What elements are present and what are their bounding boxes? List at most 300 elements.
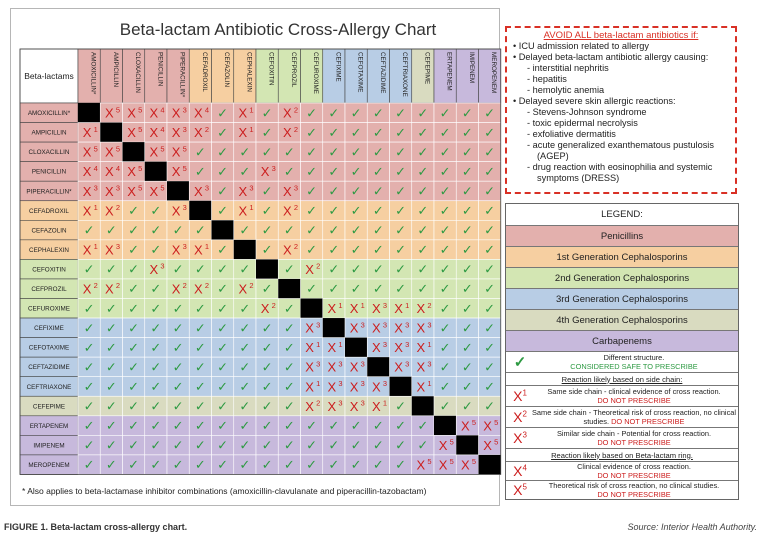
check-mark: ✓ [461, 145, 473, 161]
check-mark: ✓ [172, 301, 184, 317]
check-mark: ✓ [395, 106, 407, 122]
column-header-label: CEFAZOLIN [223, 52, 231, 87]
reaction-mark: X [349, 379, 359, 395]
reaction-superscript: 3 [382, 339, 388, 349]
reaction-mark: X [105, 164, 114, 180]
row-header-label: AMPICILLIN [31, 129, 67, 137]
warning-subitem: - hemolytic anemia [527, 85, 605, 95]
reaction-superscript: 5 [449, 457, 454, 467]
reaction-superscript: 1 [93, 242, 98, 252]
reaction-mark: X [394, 301, 403, 317]
reaction-mark: X [349, 301, 359, 317]
check-mark: ✓ [306, 458, 318, 474]
reaction-superscript: 3 [405, 339, 410, 349]
check-mark: ✓ [283, 340, 295, 356]
reaction-superscript: 3 [338, 398, 343, 408]
x2-icon: $X^2$ [513, 409, 527, 425]
reaction-mark: X [372, 398, 381, 414]
check-mark: ✓ [283, 419, 295, 435]
check-mark: ✓ [194, 262, 206, 278]
reaction-superscript: 1 [204, 242, 210, 252]
check-mark: ✓ [172, 321, 184, 337]
row-header-label: CEPHALEXIN [29, 246, 69, 254]
check-mark: ✓ [395, 399, 407, 415]
diagonal-cell [100, 123, 122, 143]
check-mark: ✓ [372, 438, 384, 454]
check-mark: ✓ [461, 282, 473, 298]
check-mark: ✓ [239, 164, 251, 180]
check-mark: ✓ [217, 262, 229, 278]
check-mark: ✓ [217, 419, 229, 435]
reaction-mark: X [194, 281, 203, 297]
reaction-mark: X [238, 203, 248, 219]
reaction-mark: X [82, 281, 92, 297]
check-mark: ✓ [306, 145, 318, 161]
check-mark: ✓ [239, 438, 251, 454]
check-mark: ✓ [172, 262, 184, 278]
check-mark: ✓ [417, 184, 429, 200]
check-mark: ✓ [217, 184, 229, 200]
check-mark: ✓ [239, 419, 251, 435]
row-header-label: CEFOTAXIME [28, 344, 70, 352]
reaction-mark: X [438, 437, 448, 453]
legend-panel [505, 203, 739, 500]
check-mark: ✓ [417, 243, 429, 259]
row-header-label: AMOXICILLIN* [27, 110, 71, 118]
check-mark: ✓ [461, 106, 473, 122]
reaction-mark: X [372, 301, 381, 317]
reaction-mark: X [349, 359, 359, 375]
legend-1st-gen: 1st Generation Cephalosporins [506, 247, 738, 268]
check-mark: ✓ [328, 243, 340, 259]
x4-icon: $X^4$ [513, 463, 527, 479]
check-mark: ✓ [306, 282, 318, 298]
check-mark: ✓ [328, 184, 340, 200]
column-header-label: ERTAPENEM [445, 52, 453, 91]
check-mark: ✓ [350, 204, 362, 220]
check-mark: ✓ [261, 340, 273, 356]
warning-title: AVOID ALL beta-lactam antibiotics if: [543, 30, 699, 41]
check-mark: ✓ [83, 379, 95, 395]
check-mark: ✓ [439, 145, 451, 161]
reaction-mark: X [105, 144, 114, 160]
row-header-label: IMIPENEM [33, 442, 65, 450]
check-mark: ✓ [150, 243, 162, 259]
check-mark: ✓ [261, 204, 273, 220]
reaction-mark: X [416, 301, 426, 317]
diagonal-cell [301, 299, 323, 319]
legend-safe-row [506, 352, 738, 373]
reaction-superscript: 5 [471, 457, 477, 467]
reaction-mark: X [372, 379, 381, 395]
check-mark: ✓ [439, 164, 451, 180]
check-mark: ✓ [261, 145, 273, 161]
reaction-superscript: 2 [115, 203, 121, 213]
check-mark: ✓ [328, 204, 340, 220]
check-mark: ✓ [239, 301, 251, 317]
check-mark: ✓ [105, 438, 117, 454]
legend-penicillins: Penicillins [506, 226, 738, 247]
check-mark: ✓ [439, 125, 451, 141]
reaction-superscript: 2 [293, 203, 299, 213]
row-header-label: CEFADROXIL [29, 207, 69, 215]
reaction-mark: X [327, 379, 337, 395]
row-header-label: MEROPENEM [28, 461, 70, 469]
check-mark: ✓ [83, 419, 95, 435]
check-mark: ✓ [439, 243, 451, 259]
check-mark: ✓ [484, 125, 496, 141]
reaction-mark: X [82, 183, 92, 199]
footnote: * Also applies to beta-lactamase inhibitor combinations (amoxicillin-clavulanate and piperacillin-tazobactam) [22, 486, 427, 496]
check-mark: ✓ [83, 223, 95, 239]
check-mark: ✓ [194, 340, 206, 356]
check-mark: ✓ [350, 223, 362, 239]
reaction-mark: X [416, 340, 426, 356]
check-mark: ✓ [372, 184, 384, 200]
check-mark: ✓ [128, 204, 140, 220]
check-mark: ✓ [128, 223, 140, 239]
reaction-mark: X [305, 261, 314, 277]
reaction-mark: X [483, 418, 492, 434]
reaction-mark: X [149, 261, 159, 277]
check-mark: ✓ [239, 360, 251, 376]
reaction-superscript: 3 [115, 242, 121, 252]
reaction-superscript: 3 [405, 320, 410, 330]
check-mark: ✓ [328, 282, 340, 298]
check-mark: ✓ [172, 379, 184, 395]
check-mark: ✓ [128, 301, 140, 317]
reaction-superscript: 2 [182, 281, 187, 291]
check-mark: ✓ [105, 360, 117, 376]
check-mark: ✓ [372, 419, 384, 435]
check-mark: ✓ [417, 282, 429, 298]
reaction-superscript: 3 [360, 359, 365, 369]
reaction-mark: X [461, 457, 470, 473]
reaction-mark: X [171, 242, 181, 258]
reaction-mark: X [438, 457, 448, 473]
column-header-label: PIPERACILLIN* [178, 52, 186, 98]
reaction-superscript: 4 [204, 105, 210, 115]
check-mark: ✓ [372, 282, 384, 298]
reaction-mark: X [283, 125, 292, 141]
check-mark: ✓ [128, 321, 140, 337]
reaction-mark: X [416, 320, 426, 336]
reaction-mark: X [238, 105, 248, 121]
check-mark: ✓ [461, 301, 473, 317]
reaction-superscript: 1 [405, 300, 410, 310]
check-mark: ✓ [328, 106, 340, 122]
column-header-label: CEFADROXIL [200, 52, 208, 92]
check-mark: ✓ [83, 399, 95, 415]
diagonal-cell [145, 162, 167, 182]
reaction-mark: X [238, 125, 248, 141]
reaction-superscript: 3 [338, 359, 343, 369]
reaction-superscript: 3 [293, 183, 299, 193]
warning-subitem: - interstitial nephritis [527, 63, 609, 73]
reaction-superscript: 5 [494, 437, 499, 447]
reaction-mark: X [149, 183, 159, 199]
reaction-superscript: 1 [382, 398, 388, 408]
check-mark: ✓ [439, 340, 451, 356]
reaction-mark: X [327, 340, 337, 356]
legend-x4-row: $X^4$ Clinical evidence of cross reaction. DO NOT PRESCRIBE [506, 462, 738, 481]
reaction-mark: X [105, 105, 114, 121]
reaction-superscript: 5 [160, 144, 165, 154]
check-mark: ✓ [461, 223, 473, 239]
check-mark: ✓ [439, 399, 451, 415]
check-mark: ✓ [372, 243, 384, 259]
check-mark: ✓ [306, 125, 318, 141]
check-mark: ✓ [417, 145, 429, 161]
check-mark: ✓ [439, 301, 451, 317]
reaction-mark: X [171, 105, 181, 121]
safe-line2: CONSIDERED SAFE TO PRESCRIBE [570, 362, 698, 371]
reaction-superscript: 5 [93, 144, 98, 154]
figure-caption: FIGURE 1. Beta-lactam cross-allergy chart. [4, 522, 188, 532]
check-mark: ✓ [283, 145, 295, 161]
reaction-mark: X [283, 105, 292, 121]
reaction-superscript: 3 [360, 320, 365, 330]
reaction-superscript: 4 [160, 105, 165, 115]
diagonal-cell [434, 416, 456, 436]
check-mark: ✓ [461, 379, 473, 395]
check-mark: ✓ [172, 223, 184, 239]
check-mark: ✓ [283, 458, 295, 474]
reaction-superscript: 5 [160, 183, 165, 193]
reaction-mark: X [105, 183, 114, 199]
reaction-mark: X [171, 203, 181, 219]
check-mark: ✓ [194, 399, 206, 415]
reaction-superscript: 2 [316, 398, 321, 408]
check-mark: ✓ [484, 223, 496, 239]
check-mark: ✓ [328, 125, 340, 141]
check-mark: ✓ [172, 360, 184, 376]
column-header-label: CEFIXIME [334, 52, 342, 82]
check-mark: ✓ [83, 340, 95, 356]
chart-title: Beta-lactam Antibiotic Cross-Allergy Chart [119, 20, 437, 39]
diagonal-cell [456, 435, 478, 455]
check-mark: ✓ [105, 321, 117, 337]
warning-subitem: - exfoliative dermatitis [527, 129, 616, 139]
diagonal-cell [256, 259, 278, 279]
check-mark: ✓ [194, 321, 206, 337]
reaction-superscript: 3 [360, 398, 365, 408]
check-mark: ✓ [150, 438, 162, 454]
diagonal-cell [412, 396, 434, 416]
diagonal-cell [189, 201, 211, 221]
check-mark: ✓ [217, 438, 229, 454]
check-icon: ✓ [513, 354, 527, 371]
check-mark: ✓ [484, 184, 496, 200]
reaction-superscript: 1 [249, 105, 254, 115]
check-mark: ✓ [283, 223, 295, 239]
reaction-mark: X [349, 398, 359, 414]
reaction-mark: X [194, 183, 203, 199]
check-mark: ✓ [395, 223, 407, 239]
reaction-mark: X [305, 398, 314, 414]
check-mark: ✓ [261, 243, 273, 259]
check-mark: ✓ [194, 145, 206, 161]
check-mark: ✓ [484, 301, 496, 317]
check-mark: ✓ [128, 399, 140, 415]
check-mark: ✓ [194, 419, 206, 435]
check-mark: ✓ [395, 458, 407, 474]
legend-3rd-gen: 3rd Generation Cephalosporins [506, 289, 738, 310]
reaction-mark: X [305, 379, 314, 395]
x3-icon: $X^3$ [513, 430, 527, 446]
reaction-mark: X [194, 105, 203, 121]
check-mark: ✓ [128, 458, 140, 474]
row-header-label: CEFTAZIDIME [28, 364, 70, 372]
reaction-mark: X [127, 164, 136, 180]
check-mark: ✓ [461, 399, 473, 415]
warning-item: • ICU admission related to allergy [513, 41, 649, 51]
check-mark: ✓ [350, 458, 362, 474]
check-mark: ✓ [217, 164, 229, 180]
check-mark: ✓ [217, 282, 229, 298]
column-header-label: CEFOXITIN [267, 52, 275, 86]
warning-subitem: - drug reaction with eosinophilia and systemic symptoms (DRESS) [527, 162, 713, 183]
reaction-superscript: 3 [427, 320, 432, 330]
check-mark: ✓ [83, 458, 95, 474]
check-mark: ✓ [217, 379, 229, 395]
check-mark: ✓ [239, 145, 251, 161]
reaction-superscript: 2 [293, 124, 299, 134]
check-mark: ✓ [239, 379, 251, 395]
check-mark: ✓ [328, 145, 340, 161]
column-header-label: CEFTRIAXONE [401, 52, 409, 97]
reaction-mark: X [372, 320, 381, 336]
check-mark: ✓ [261, 106, 273, 122]
check-mark: ✓ [484, 340, 496, 356]
check-mark: ✓ [217, 321, 229, 337]
check-mark: ✓ [484, 106, 496, 122]
check-mark: ✓ [306, 419, 318, 435]
reaction-superscript: 5 [182, 163, 187, 173]
reaction-mark: X [82, 242, 92, 258]
check-mark: ✓ [372, 204, 384, 220]
check-mark: ✓ [395, 243, 407, 259]
check-mark: ✓ [150, 282, 162, 298]
column-header-label: CEPHALEXIN [245, 52, 253, 92]
check-mark: ✓ [194, 223, 206, 239]
check-mark: ✓ [372, 106, 384, 122]
reaction-superscript: 2 [271, 300, 276, 310]
check-mark: ✓ [261, 223, 273, 239]
reaction-mark: X [171, 164, 181, 180]
row-header-label: CEFAZOLIN [31, 227, 67, 235]
check-mark: ✓ [461, 204, 473, 220]
check-mark: ✓ [306, 223, 318, 239]
reaction-superscript: 2 [293, 242, 299, 252]
reaction-mark: X [416, 379, 426, 395]
check-mark: ✓ [439, 204, 451, 220]
column-header-label: CEFTAZIDIME [378, 52, 386, 94]
column-header-label: IMIPENEM [467, 52, 475, 84]
check-mark: ✓ [83, 262, 95, 278]
check-mark: ✓ [328, 458, 340, 474]
legend-carbapenems: Carbapenems [506, 331, 738, 352]
reaction-superscript: 2 [93, 281, 98, 291]
check-mark: ✓ [439, 321, 451, 337]
reaction-mark: X [372, 340, 381, 356]
legend-x3-row: $X^3$ Similar side chain - Potential for cross reaction. DO NOT PRESCRIBE [506, 428, 738, 449]
check-mark: ✓ [395, 204, 407, 220]
check-mark: ✓ [461, 184, 473, 200]
check-mark: ✓ [350, 438, 362, 454]
reaction-superscript: 3 [338, 378, 343, 388]
reaction-mark: X [194, 125, 203, 141]
check-mark: ✓ [283, 301, 295, 317]
check-mark: ✓ [417, 223, 429, 239]
check-mark: ✓ [395, 282, 407, 298]
avoid-all-warning-box [505, 26, 737, 194]
check-mark: ✓ [150, 340, 162, 356]
reaction-superscript: 1 [93, 203, 98, 213]
reaction-mark: X [305, 359, 314, 375]
row-header-label: PENICILLIN [31, 168, 67, 176]
check-mark: ✓ [439, 262, 451, 278]
reaction-superscript: 3 [316, 359, 321, 369]
reaction-mark: X [82, 144, 92, 160]
check-mark: ✓ [328, 262, 340, 278]
reaction-mark: X [260, 301, 270, 317]
reaction-superscript: 5 [138, 163, 143, 173]
diagonal-cell [78, 103, 100, 123]
check-mark: ✓ [306, 106, 318, 122]
check-mark: ✓ [439, 184, 451, 200]
check-mark: ✓ [194, 438, 206, 454]
reaction-superscript: 3 [182, 105, 187, 115]
check-mark: ✓ [239, 321, 251, 337]
reaction-mark: X [105, 242, 114, 258]
diagonal-cell [390, 377, 412, 397]
reaction-mark: X [238, 281, 248, 297]
check-mark: ✓ [217, 301, 229, 317]
check-mark: ✓ [83, 321, 95, 337]
reaction-superscript: 3 [382, 300, 388, 310]
reaction-superscript: 3 [182, 242, 187, 252]
x5-icon: $X^5$ [513, 482, 527, 498]
reaction-superscript: 2 [293, 105, 299, 115]
reaction-mark: X [327, 359, 337, 375]
check-mark: ✓ [83, 360, 95, 376]
check-mark: ✓ [128, 340, 140, 356]
reaction-superscript: 3 [316, 320, 321, 330]
check-mark: ✓ [128, 282, 140, 298]
column-header-label: MEROPENEM [490, 52, 498, 94]
check-mark: ✓ [283, 321, 295, 337]
check-mark: ✓ [306, 438, 318, 454]
check-mark: ✓ [328, 419, 340, 435]
check-mark: ✓ [217, 458, 229, 474]
check-mark: ✓ [328, 223, 340, 239]
reaction-superscript: 5 [115, 144, 121, 154]
check-mark: ✓ [461, 360, 473, 376]
check-mark: ✓ [105, 340, 117, 356]
check-mark: ✓ [217, 360, 229, 376]
check-mark: ✓ [172, 399, 184, 415]
check-mark: ✓ [350, 282, 362, 298]
reaction-superscript: 1 [360, 300, 365, 310]
reaction-mark: X [127, 125, 136, 141]
check-mark: ✓ [417, 438, 429, 454]
reaction-superscript: 5 [182, 144, 187, 154]
reaction-superscript: 2 [204, 281, 210, 291]
check-mark: ✓ [239, 340, 251, 356]
check-mark: ✓ [350, 419, 362, 435]
reaction-superscript: 2 [204, 124, 210, 134]
